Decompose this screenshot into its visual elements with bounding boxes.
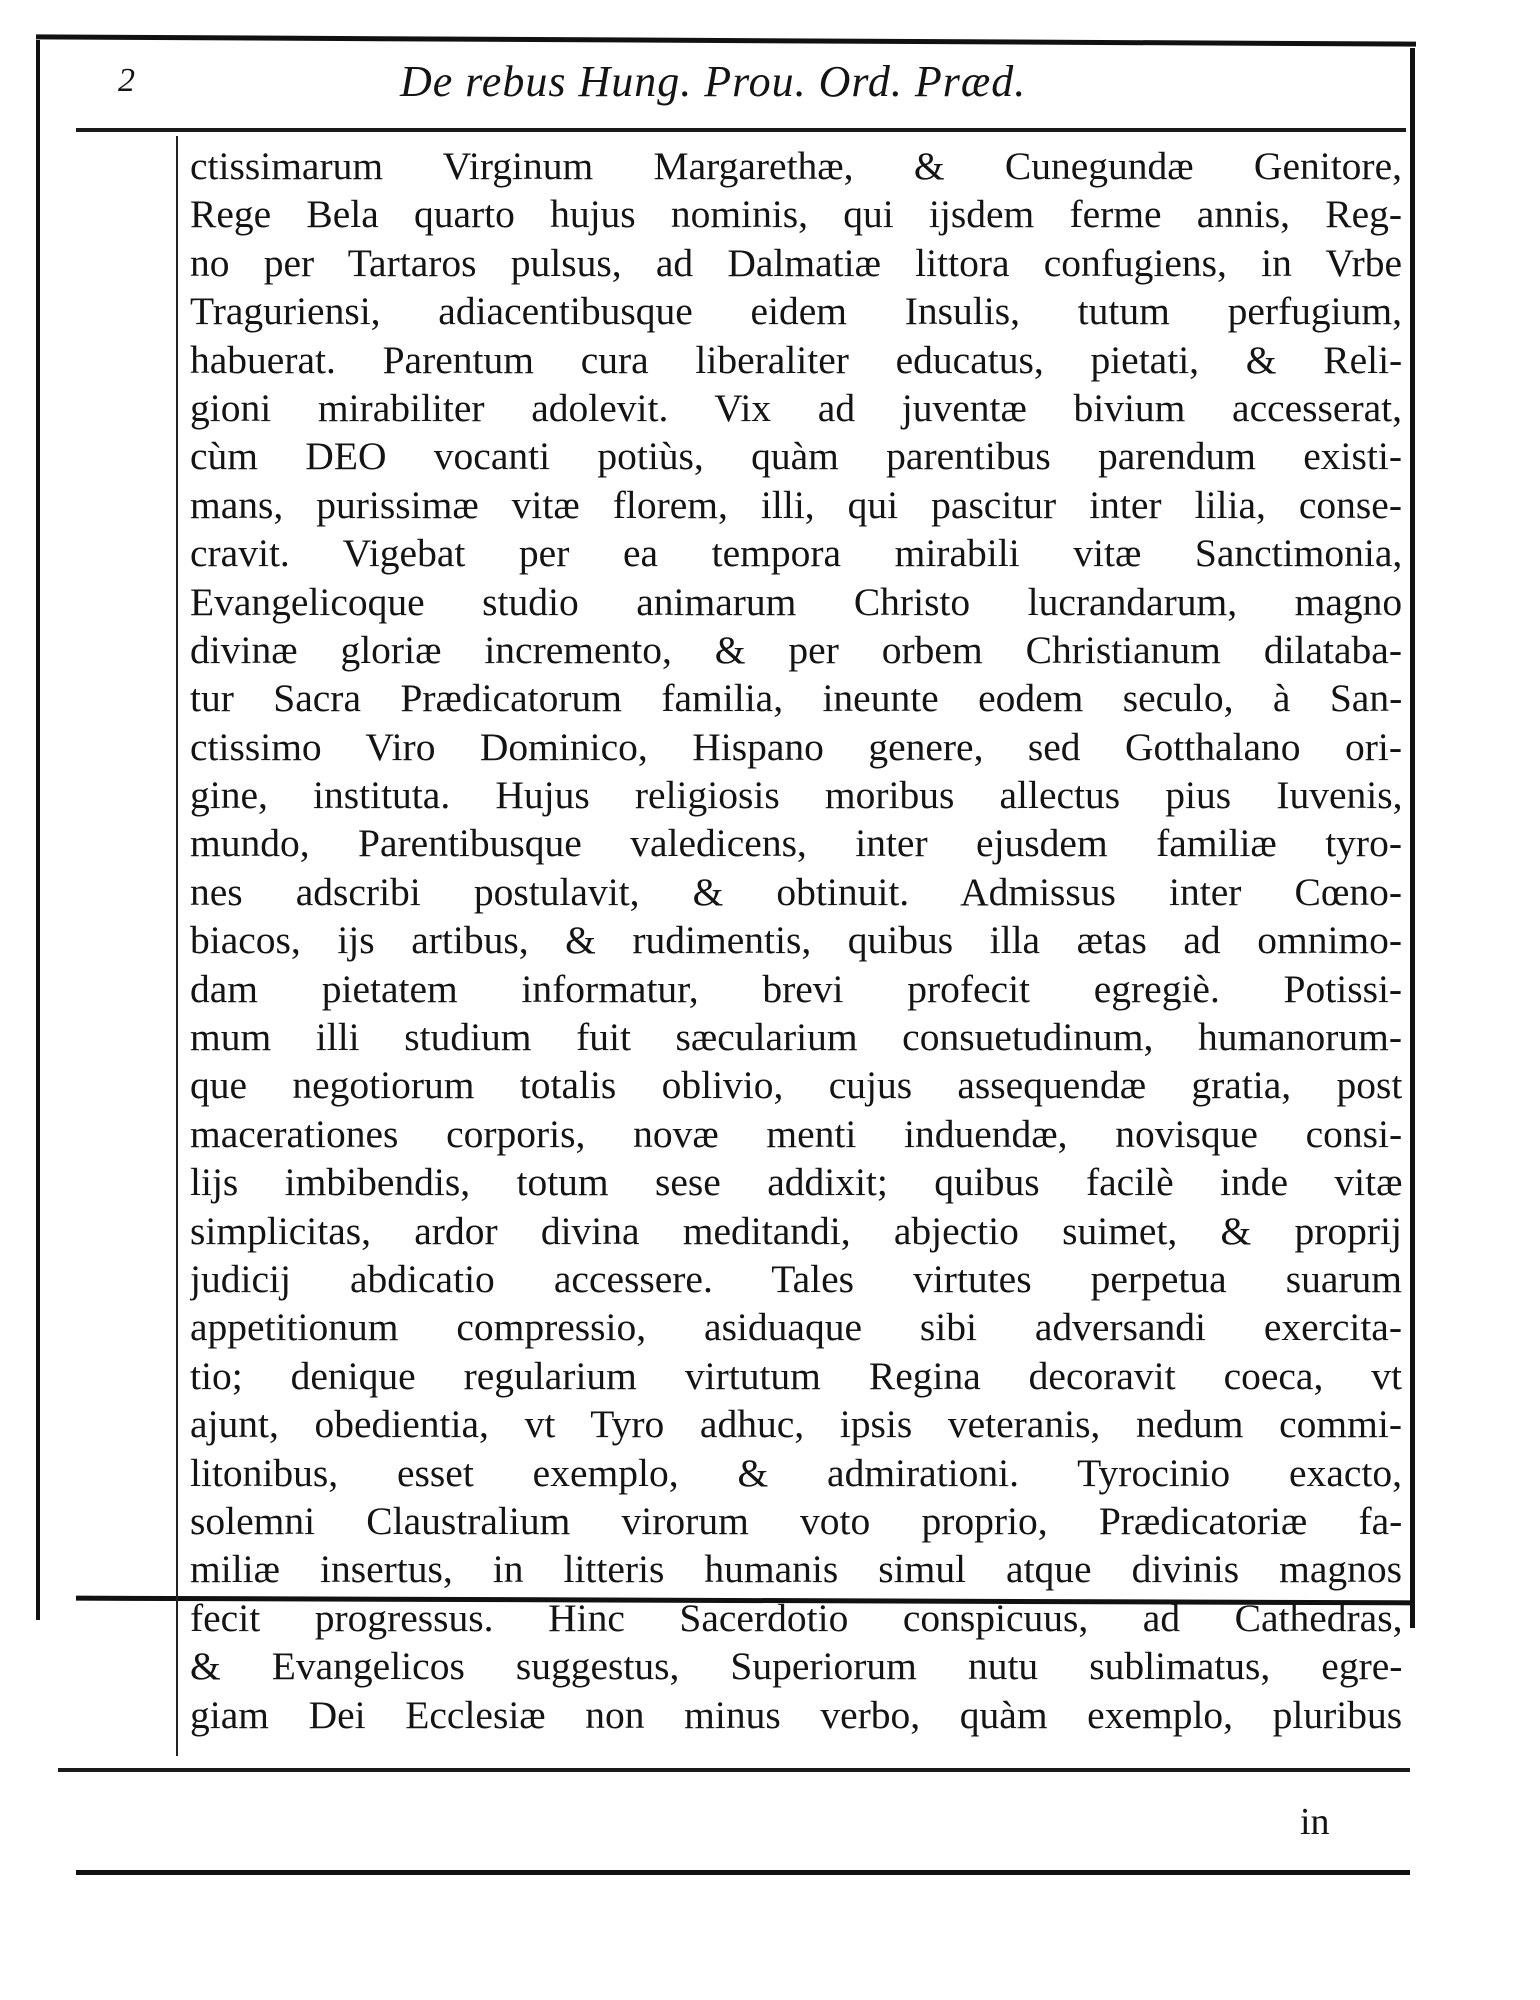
text-line: nes adscribi postulavit, & obtinuit. Admissus inter Cœno-	[190, 869, 1402, 914]
text-line: ajunt, obedientia, vt Tyro adhuc, ipsis veteranis, nedum commi-	[190, 1402, 1402, 1447]
text-line: miliæ insertus, in litteris humanis simul atque divinis magnos	[190, 1547, 1402, 1592]
text-line: ctissimarum Virginum Margarethæ, & Cunegundæ Genitore,	[190, 144, 1402, 188]
text-line: gine, instituta. Hujus religiosis moribus allectus pius Iuvenis,	[190, 773, 1402, 818]
text-line: appetitionum compressio, asiduaque sibi adversandi exercita-	[190, 1305, 1402, 1350]
running-head: De rebus Hung. Prou. Ord. Præd.	[400, 57, 1027, 106]
text-margin-rule	[176, 136, 178, 1756]
frame-top-rule	[36, 34, 1416, 46]
frame-right-rule	[1410, 48, 1415, 1628]
text-line: gioni mirabiliter adolevit. Vix ad juventæ bivium accesserat,	[190, 385, 1402, 430]
text-line: cùm DEO vocanti potiùs, quàm parentibus parendum existi-	[190, 434, 1402, 479]
text-line: biacos, ijs artibus, & rudimentis, quibus illa ætas ad omnimo-	[190, 918, 1402, 963]
text-line: ctissimo Viro Dominico, Hispano genere, sed Gotthalano ori-	[190, 724, 1402, 769]
text-line: mundo, Parentibusque valedicens, inter ejusdem familiæ tyro-	[190, 821, 1402, 866]
text-line: giam Dei Ecclesiæ non minus verbo, quàm exemplo, pluribus	[190, 1692, 1402, 1737]
text-line: tio; denique regularium virtutum Regina decoravit coeca, vt	[190, 1353, 1402, 1398]
text-line: que negotiorum totalis oblivio, cujus assequendæ gratia, post	[190, 1063, 1402, 1108]
frame-left-rule	[36, 40, 40, 1620]
footer-bottom-rule	[76, 1870, 1410, 1875]
text-line: judicij abdicatio accessere. Tales virtutes perpetua suarum	[190, 1256, 1402, 1301]
text-line: solemni Claustralium virorum voto proprio, Prædicatoriæ fa-	[190, 1498, 1402, 1543]
header-rule	[76, 128, 1406, 132]
text-line: dam pietatem informatur, brevi profecit egregiè. Potissi-	[190, 966, 1402, 1011]
text-line: Evangelicoque studio animarum Christo lucrandarum, magno	[190, 579, 1402, 624]
text-line: cravit. Vigebat per ea tempora mirabili vitæ Sanctimonia,	[190, 531, 1402, 576]
text-line: lijs imbibendis, totum sese addixit; quibus facilè inde vitæ	[190, 1160, 1402, 1205]
text-line: Rege Bela quarto hujus nominis, qui ijsdem ferme annis, Reg-	[190, 192, 1402, 237]
text-line: divinæ gloriæ incremento, & per orbem Christianum dilataba-	[190, 627, 1402, 672]
catchword: in	[1300, 1801, 1330, 1843]
body-text	[190, 142, 1402, 1739]
text-line: habuerat. Parentum cura liberaliter educatus, pietati, & Reli-	[190, 337, 1402, 382]
text-line: mum illi studium fuit sæcularium consuetudinum, humanorum-	[190, 1015, 1402, 1060]
page-number: 2	[118, 62, 135, 99]
text-line: fecit progressus. Hinc Sacerdotio conspicuus, ad Cathedras,	[190, 1595, 1402, 1640]
text-line: simplicitas, ardor divina meditandi, abjectio suimet, & proprij	[190, 1208, 1402, 1253]
text-line: no per Tartaros pulsus, ad Dalmatiæ littora confugiens, in Vrbe	[190, 240, 1402, 285]
text-line: Traguriensi, adiacentibusque eidem Insulis, tutum perfugium,	[190, 289, 1402, 334]
text-line: macerationes corporis, novæ menti induendæ, novisque consi-	[190, 1111, 1402, 1156]
text-line: mans, purissimæ vitæ florem, illi, qui pascitur inter lilia, conse-	[190, 482, 1402, 527]
text-line: & Evangelicos suggestus, Superiorum nutu sublimatus, egre-	[190, 1644, 1402, 1689]
text-line: tur Sacra Prædicatorum familia, ineunte eodem seculo, à San-	[190, 676, 1402, 721]
footer-rule	[58, 1768, 1410, 1772]
text-line: litonibus, esset exemplo, & admirationi. Tyrocinio exacto,	[190, 1450, 1402, 1495]
